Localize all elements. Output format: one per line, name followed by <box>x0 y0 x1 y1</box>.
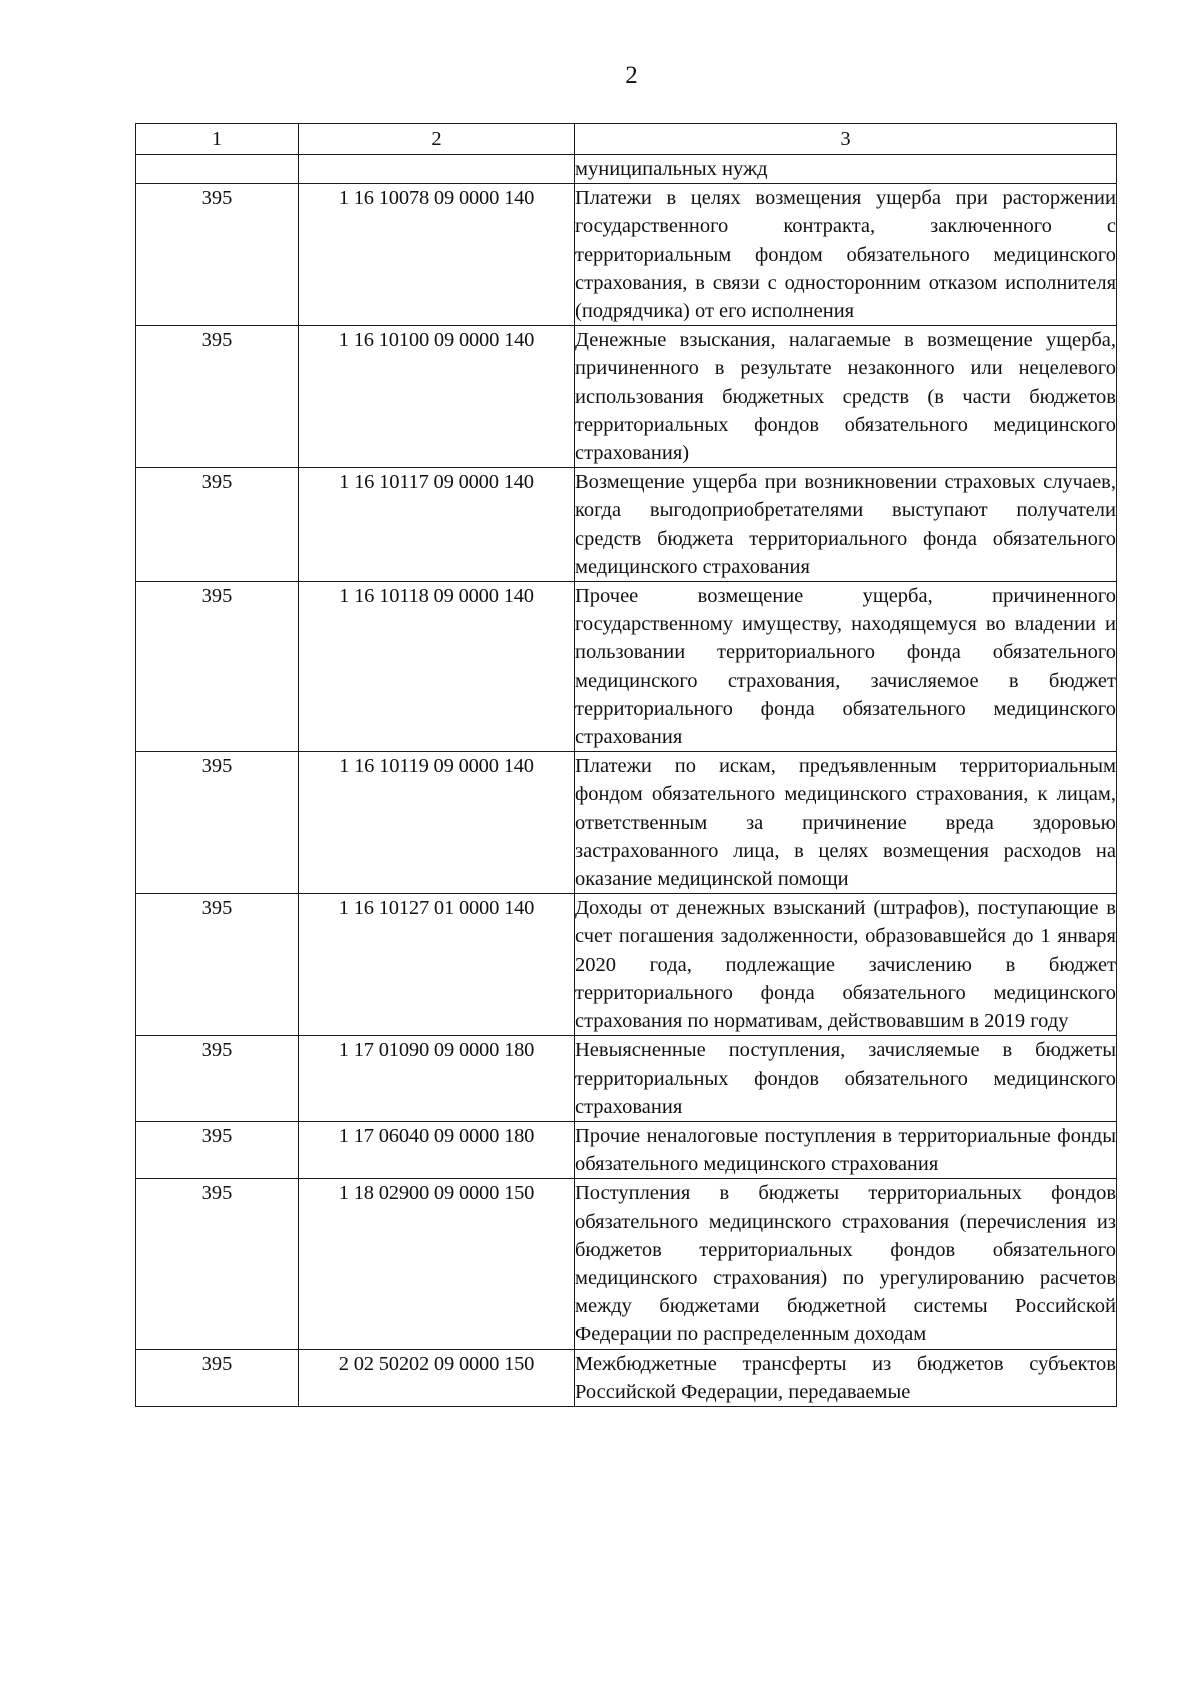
table-row <box>136 894 1117 1036</box>
admin-code-cell: 395 <box>136 752 299 894</box>
description-cell: муниципальных нужд <box>575 155 1117 184</box>
income-code-cell: 1 17 01090 09 0000 180 <box>299 1036 575 1122</box>
income-code-cell: 1 16 10117 09 0000 140 <box>299 468 575 582</box>
column-header: 3 <box>575 124 1117 155</box>
table-row <box>136 1349 1117 1406</box>
income-code-cell: 1 16 10127 01 0000 140 <box>299 894 575 1036</box>
empty-cell <box>136 155 299 184</box>
income-code-cell: 1 16 10100 09 0000 140 <box>299 326 575 468</box>
table-header-row <box>136 124 1117 155</box>
admin-code-cell: 395 <box>136 1179 299 1349</box>
table-row <box>136 1179 1117 1349</box>
income-code-cell: 1 16 10118 09 0000 140 <box>299 582 575 752</box>
table-row <box>136 752 1117 894</box>
description-cell: Прочие неналоговые поступления в территориальные фонды обязательного медицинского страхования <box>575 1121 1117 1178</box>
description-cell: Доходы от денежных взысканий (штрафов), поступающие в счет погашения задолженности, образовавшейся до 1 января 2020 года, подлежащие зачислению в бюджет территориального фонда обязательного медицинского страхования по нормативам, действовавшим в 2019 году <box>575 894 1117 1036</box>
admin-code-cell: 395 <box>136 184 299 326</box>
admin-code-cell: 395 <box>136 326 299 468</box>
description-cell: Межбюджетные трансферты из бюджетов субъектов Российской Федерации, передаваемые <box>575 1349 1117 1406</box>
budget-revenue-table <box>135 123 1117 1407</box>
description-cell: Платежи в целях возмещения ущерба при расторжении государственного контракта, заключенного с территориальным фондом обязательного медицинского страхования, в связи с односторонним отказом исполнителя (подрядчика) от его исполнения <box>575 184 1117 326</box>
table-row <box>136 184 1117 326</box>
description-cell: Платежи по искам, предъявленным территориальным фондом обязательного медицинского страхования, к лицам, ответственным за причинение вреда здоровью застрахованного лица, в целях возмещения расходов на оказание медицинской помощи <box>575 752 1117 894</box>
table-row <box>136 1036 1117 1122</box>
column-header: 2 <box>299 124 575 155</box>
table-row-continuation <box>136 155 1117 184</box>
column-header: 1 <box>136 124 299 155</box>
description-cell: Поступления в бюджеты территориальных фондов обязательного медицинского страхования (перечисления из бюджетов территориальных фондов обязательного медицинского страхования) по урегулированию расчетов между бюджетами бюджетной системы Российской Федерации по распределенным доходам <box>575 1179 1117 1349</box>
table-row <box>136 326 1117 468</box>
admin-code-cell: 395 <box>136 582 299 752</box>
table-row <box>136 468 1117 582</box>
admin-code-cell: 395 <box>136 1036 299 1122</box>
description-cell: Возмещение ущерба при возникновении страховых случаев, когда выгодоприобретателями выступают получатели средств бюджета территориального фонда обязательного медицинского страхования <box>575 468 1117 582</box>
income-code-cell: 2 02 50202 09 0000 150 <box>299 1349 575 1406</box>
description-cell: Невыясненные поступления, зачисляемые в бюджеты территориальных фондов обязательного медицинского страхования <box>575 1036 1117 1122</box>
empty-cell <box>299 155 575 184</box>
income-code-cell: 1 17 06040 09 0000 180 <box>299 1121 575 1178</box>
income-code-cell: 1 16 10078 09 0000 140 <box>299 184 575 326</box>
description-cell: Прочее возмещение ущерба, причиненного государственному имуществу, находящемуся во владении и пользовании территориального фонда обязательного медицинского страхования, зачисляемое в бюджет территориального фонда обязательного медицинского страхования <box>575 582 1117 752</box>
admin-code-cell: 395 <box>136 1121 299 1178</box>
income-code-cell: 1 18 02900 09 0000 150 <box>299 1179 575 1349</box>
admin-code-cell: 395 <box>136 1349 299 1406</box>
page-number: 2 <box>625 62 638 89</box>
table-row <box>136 1121 1117 1178</box>
admin-code-cell: 395 <box>136 468 299 582</box>
income-code-cell: 1 16 10119 09 0000 140 <box>299 752 575 894</box>
admin-code-cell: 395 <box>136 894 299 1036</box>
description-cell: Денежные взыскания, налагаемые в возмещение ущерба, причиненного в результате незаконного или нецелевого использования бюджетных средств (в части бюджетов территориальных фондов обязательного медицинского страхования) <box>575 326 1117 468</box>
table-row <box>136 582 1117 752</box>
